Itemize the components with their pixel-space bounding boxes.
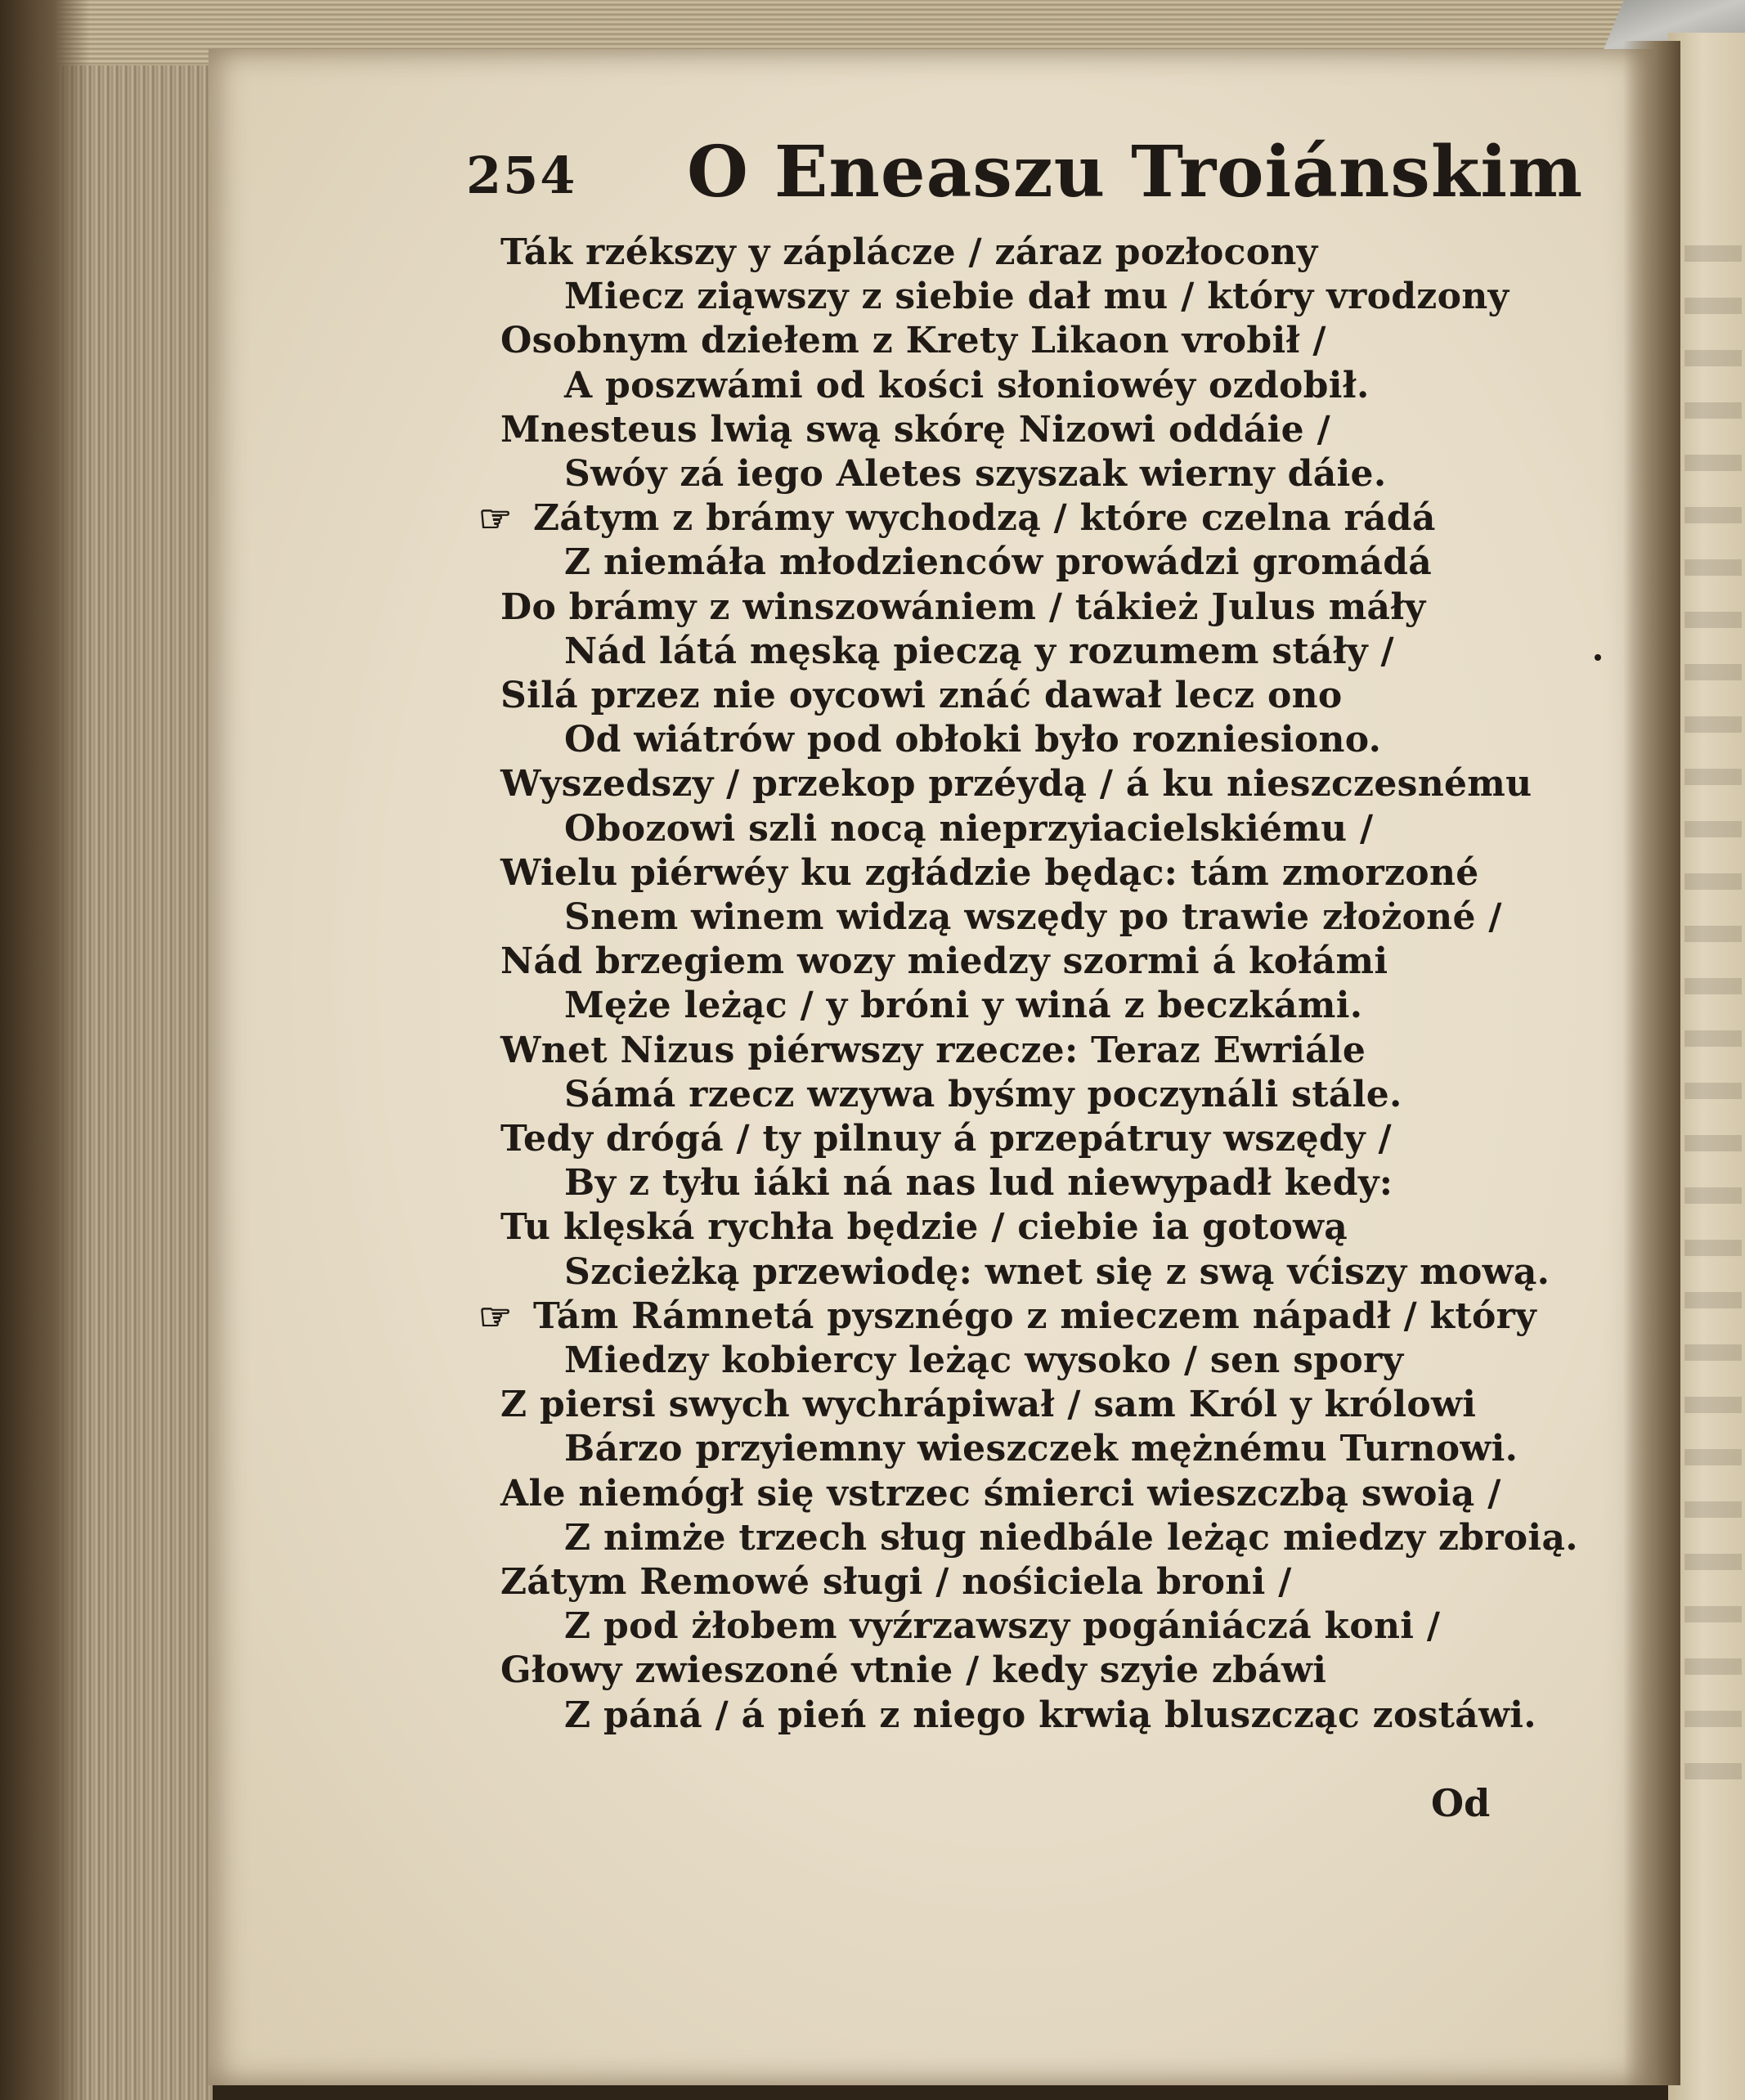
page-number: 254	[466, 146, 577, 205]
verse-line: Zátym Remowé sługi / nośiciela broni /	[500, 1561, 1292, 1603]
verse-line: Bárzo przyiemny wieszczek mężnému Turnowi.	[564, 1428, 1518, 1470]
verse-line: Ale niemógł się vstrzec śmierci wieszczbą swoią /	[500, 1473, 1501, 1514]
pilcrow-mark: ☞	[478, 1295, 513, 1339]
verse-line: Z nimże trzech sług niedbále leżąc miedzy zbroią.	[564, 1517, 1578, 1559]
verse-line: Od wiátrów pod obłoki było rozniesiono.	[564, 719, 1382, 761]
ink-speck	[1595, 654, 1601, 661]
verse-line: Zátym z brámy wychodzą / które czelna rádá	[533, 497, 1436, 539]
verse-line: Do brámy z winszowániem / tákież Julus máły	[500, 586, 1426, 628]
verse-line: Tám Rámnetá pysznégo z mieczem nápadł / który	[533, 1295, 1537, 1337]
verse-line: Z niemáła młodzienców prowádzi gromádá	[564, 541, 1433, 583]
verse-line: Z páná / á pień z niego krwią bluszcząc zostáwi.	[564, 1694, 1536, 1736]
verse-line: Męże leżąc / y bróni y winá z beczkámi.	[564, 985, 1363, 1026]
verse-line: Wyszedszy / przekop przéydą / á ku nieszczesnému	[500, 763, 1532, 805]
verse-line: Szcieżką przewiodę: wnet się z swą vćiszy mową.	[564, 1251, 1550, 1293]
pilcrow-mark: ☞	[478, 496, 513, 541]
verse-line: Nád látá męską pieczą y rozumem stáły /	[564, 630, 1394, 672]
verse-line: Głowy zwieszoné vtnie / kedy szyie zbáwi	[500, 1649, 1327, 1691]
verse-line: Mnesteus lwią swą skórę Nizowi oddáie /	[500, 409, 1330, 451]
verse-line: Z pod żłobem vyźrzawszy pogániáczá koni /	[564, 1605, 1441, 1647]
running-title: O Eneaszu Troiánskim	[687, 131, 1584, 213]
page-header	[466, 131, 1584, 229]
verse-line: Silá przez nie oycowi znáć dawał lecz ono	[500, 675, 1343, 716]
verse-line: Osobnym dziełem z Krety Likaon vrobił /	[500, 320, 1326, 361]
verse-line: Tu klęská rychła będzie / ciebie ia gotową	[500, 1206, 1348, 1248]
verse-line: A poszwámi od kości słoniowéy ozdobił.	[564, 365, 1370, 406]
verse-line: Wielu piérwéy ku zgłádzie będąc: tám zmorzoné	[500, 852, 1479, 894]
verse-line: Obozowi szli nocą nieprzyiacielskiému /	[564, 808, 1374, 850]
verse-line: Tedy drógá / ty pilnuy á przepátruy wszędy /	[500, 1118, 1392, 1160]
verse-line: Ták rzékszy y záplácze / záraz pozłocony	[500, 231, 1318, 273]
verse-line: Nád brzegiem wozy miedzy szormi á kołámi	[500, 940, 1388, 982]
verse-line: Sámá rzecz wzywa byśmy poczynáli stále.	[564, 1074, 1402, 1115]
verse-line: Swóy zá iego Aletes szyszak wierny dáie.	[564, 453, 1387, 495]
verse-line: Z piersi swych wychrápiwał / sam Król y królowi	[500, 1384, 1477, 1425]
verse-line: Miedzy kobiercy leżąc wysoko / sen spory	[564, 1339, 1404, 1381]
catchword: Od	[1431, 1781, 1491, 1825]
verse-line: Wnet Nizus piérwszy rzecze: Teraz Ewriále	[500, 1030, 1366, 1071]
verse-line: Snem winem widzą wszędy po trawie złożoné /	[564, 896, 1502, 938]
verse-line: Miecz ziąwszy z siebie dał mu / który vrodzony	[564, 276, 1509, 317]
verse-line: By z tyłu iáki ná nas lud niewypadł kedy:	[564, 1162, 1393, 1204]
